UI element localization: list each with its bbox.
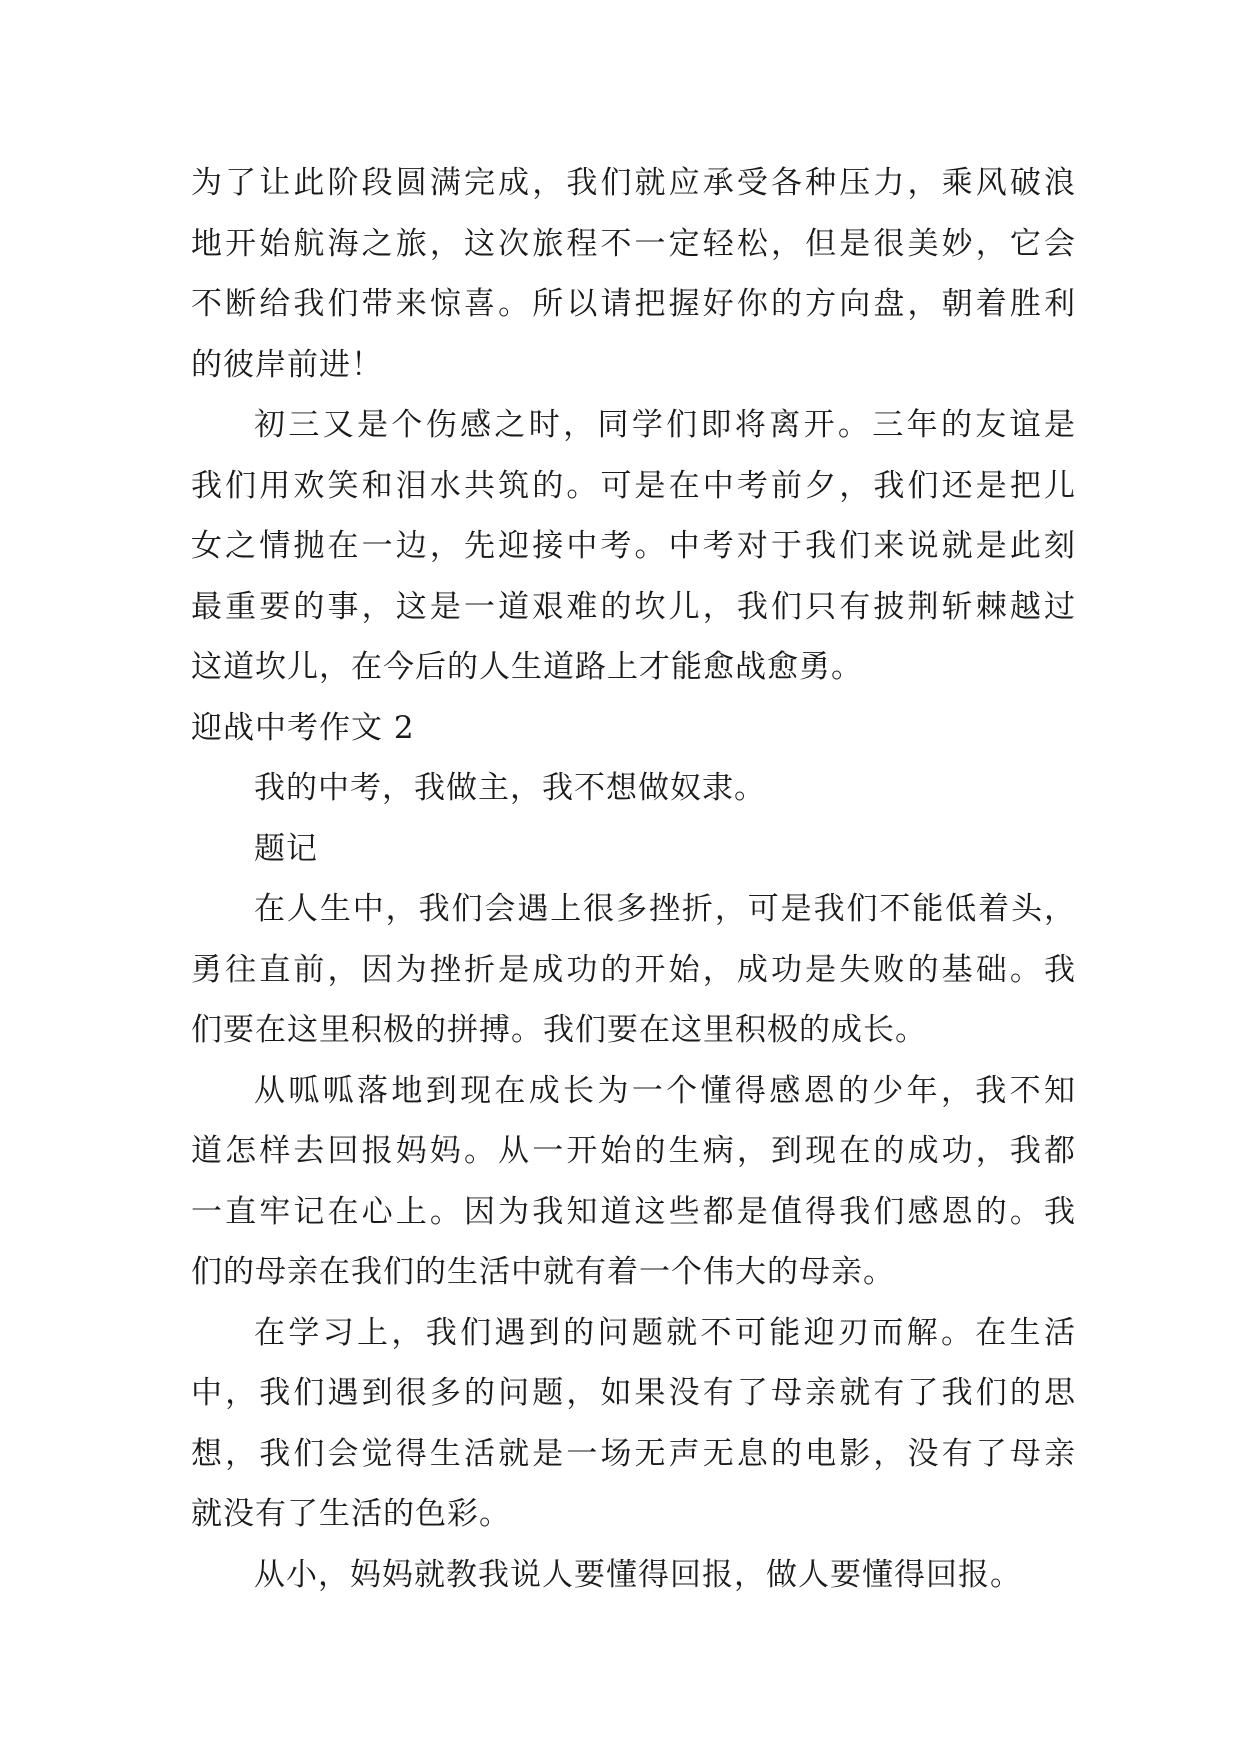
paragraph-line: 从小，妈妈就教我说人要懂得回报，做人要懂得回报。 xyxy=(254,1556,1022,1593)
paragraph-line: 想，我们会觉得生活就是一场无声无息的电影，没有了母亲 xyxy=(191,1435,1076,1472)
paragraph xyxy=(191,758,1076,819)
paragraph-line: 为了让此阶段圆满完成，我们就应承受各种压力，乘风破浪 xyxy=(191,165,1076,201)
paragraph xyxy=(191,153,1076,395)
paragraph-line: 最重要的事，这是一道艰难的坎儿，我们只有披荆斩棘越过 xyxy=(191,588,1076,625)
paragraph-line: 中，我们遇到很多的问题，如果没有了母亲就有了我们的思 xyxy=(191,1375,1076,1411)
paragraph xyxy=(191,1303,1076,1545)
paragraph-line: 们要在这里积极的拼搏。我们要在这里积极的成长。 xyxy=(191,1012,927,1048)
paragraph-line: 就没有了生活的色彩。 xyxy=(191,1496,511,1532)
paragraph xyxy=(191,1545,1076,1606)
paragraph-line: 我们用欢笑和泪水共筑的。可是在中考前夕，我们还是把儿 xyxy=(191,467,1076,504)
paragraph-line: 不断给我们带来惊喜。所以请把握好你的方向盘，朝着胜利 xyxy=(191,286,1076,322)
section-heading: 迎战中考作文 2 xyxy=(191,709,415,746)
paragraph-line: 女之情抛在一边，先迎接中考。中考对于我们来说就是此刻 xyxy=(191,528,1076,564)
paragraph-line: 勇往直前，因为挫折是成功的开始，成功是失败的基础。我 xyxy=(191,951,1076,988)
paragraph xyxy=(191,879,1076,1061)
paragraph-line: 们的母亲在我们的生活中就有着一个伟大的母亲。 xyxy=(191,1254,895,1290)
paragraph-line: 从呱呱落地到现在成长为一个懂得感恩的少年，我不知 xyxy=(254,1072,1076,1109)
paragraph-line: 初三又是个伤感之时，同学们即将离开。三年的友谊是 xyxy=(254,407,1076,443)
paragraph-line: 这道坎儿，在今后的人生道路上才能愈战愈勇。 xyxy=(191,649,863,685)
paragraph xyxy=(191,395,1076,698)
paragraph-line: 一直牢记在心上。因为我知道这些都是值得我们感恩的。我 xyxy=(191,1193,1076,1230)
paragraph xyxy=(191,819,1076,880)
paragraph-line: 在人生中，我们会遇上很多挫折，可是我们不能低着头， xyxy=(254,891,1076,927)
document-body xyxy=(191,153,1076,1605)
paragraph-line: 地开始航海之旅，这次旅程不一定轻松，但是很美妙，它会 xyxy=(191,225,1076,262)
paragraph-line: 题记 xyxy=(254,830,318,867)
paragraph-line: 道怎样去回报妈妈。从一开始的生病，到现在的成功，我都 xyxy=(191,1133,1076,1169)
paragraph xyxy=(191,1061,1076,1303)
paragraph-line: 我的中考，我做主，我不想做奴隶。 xyxy=(254,770,766,806)
paragraph-line: 在学习上，我们遇到的问题就不可能迎刃而解。在生活 xyxy=(254,1314,1076,1351)
paragraph-line: 的彼岸前进！ xyxy=(191,346,383,383)
